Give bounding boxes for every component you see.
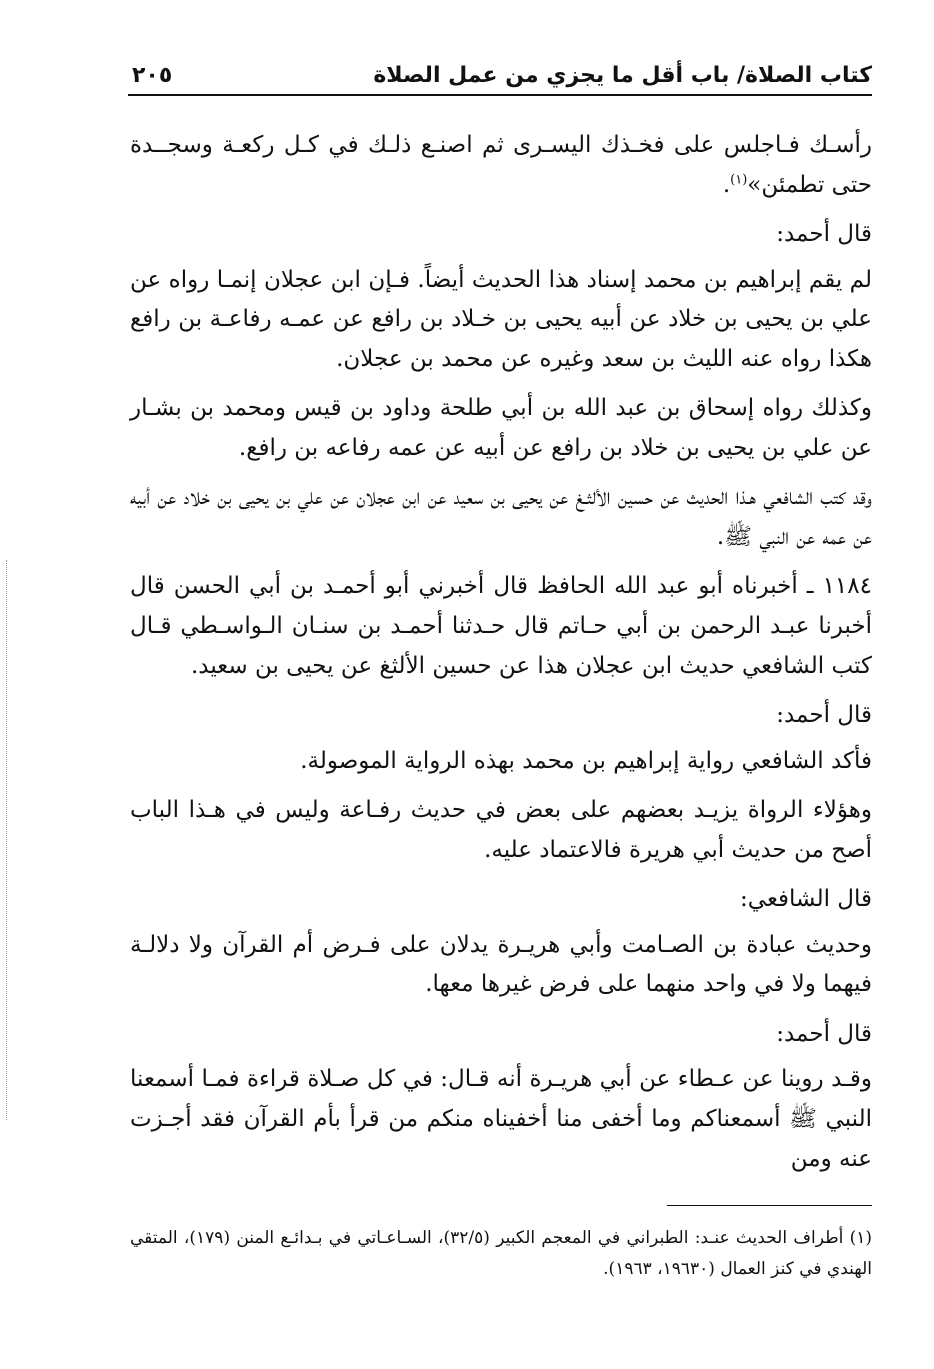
paragraph <box>130 126 872 205</box>
speaker-heading: قال الشافعي: <box>740 886 872 913</box>
footnote-marker: (١) <box>730 171 748 187</box>
paragraph: وقـد روينا عن عـطاء عن أبي هريـرة أنه قـال: في كل صـلاة قراءة فمـا أسمعنا النبي ﷺ أسمعناكم وما أخفى منا أخفيناه منكم من قرأ بأم القرآن فقد أجـزت عنه ومن <box>130 1066 872 1172</box>
speaker-heading: قال أحمد: <box>776 702 872 729</box>
footnote: (١) أطراف الحديث عنـد: الطبراني في المعجم الكبير (٣٢/٥)، السـاعـاتي في بـدائـع المنن (١٧٩)، المتقي الهندي في كنز العمال (١٩٦٣٠، ١٩٦٣). <box>130 1228 873 1279</box>
page-edge-mark <box>6 560 7 1120</box>
sentence-end: . <box>722 171 731 198</box>
page-number: ٢٠٥ <box>132 63 173 88</box>
paragraph: لم يقم إبراهيم بن محمد إسناد هذا الحديث أيضاً. فـإن ابن عجلان إنمـا رواه عن علي بن يحيى بن خلاد عن أبيه يحيى بن خـلاد بن رافع عن عمـه رفاعـة بن رافع هكذا رواه عنه الليث بن سعد وغيره عن محمد بن عجلان. <box>130 266 872 372</box>
footnote-divider <box>667 1205 872 1206</box>
paragraph: وقد كتب الشافعي هـذا الحديث عن حسين الألثـغ عن يحيى بن سعيد عن ابن عجلان عن علي بن يحيى بن خلاد عن أبيه عن عمه عن النبي ﷺ. <box>130 484 872 550</box>
paragraph: وهؤلاء الرواة يزيـد بعضهم على بعض في حديث رفـاعة وليس في هـذا الباب أصح من حديث أبي هريرة فالاعتماد عليه. <box>130 797 872 863</box>
page-header <box>128 52 872 96</box>
speaker-heading: قال أحمد: <box>776 1020 872 1047</box>
paragraph: وكذلك رواه إسحاق بن عبد الله بن أبي طلحة وداود بن قيس ومحمد بن بشـار عن علي بن يحيى بن خلاد بن رافع عن أبيه عن عمه رفاعه بن رافع. <box>130 395 872 461</box>
paragraph-text: رأسـك فـاجلس على فخـذك اليسـرى ثم اصنـع ذلـك في كـل ركعـة وسجــدة حتى تطمئن» <box>130 132 872 198</box>
hadith-paragraph: ١١٨٤ ـ أخبرناه أبو عبد الله الحافظ قال أخبرني أبو أحمـد بن أبي الحسن قال أخبرنا عبـد الرحمن بن أبي حـاتم قال حـدثنا أحمـد بن سنـان الـواسـطي قـال كتب الشافعي حديث ابن عجلان هذا عن حسين الألثغ عن يحيى بن سعيد. <box>130 573 872 679</box>
paragraph: وحديث عبادة بن الصـامت وأبي هريـرة يدلان على فـرض أم القرآن ولا دلالـة فيهما ولا في واحد منهما على فرض غيرها معها. <box>130 931 872 998</box>
speaker-heading: قال أحمد: <box>776 221 872 248</box>
paragraph: فأكد الشافعي رواية إبراهيم بن محمد بهذه الرواية الموصولة. <box>300 747 872 774</box>
main-text <box>130 126 872 1189</box>
running-head: كتاب الصلاة/ باب أقل ما يجزي من عمل الصلاة <box>373 63 872 88</box>
